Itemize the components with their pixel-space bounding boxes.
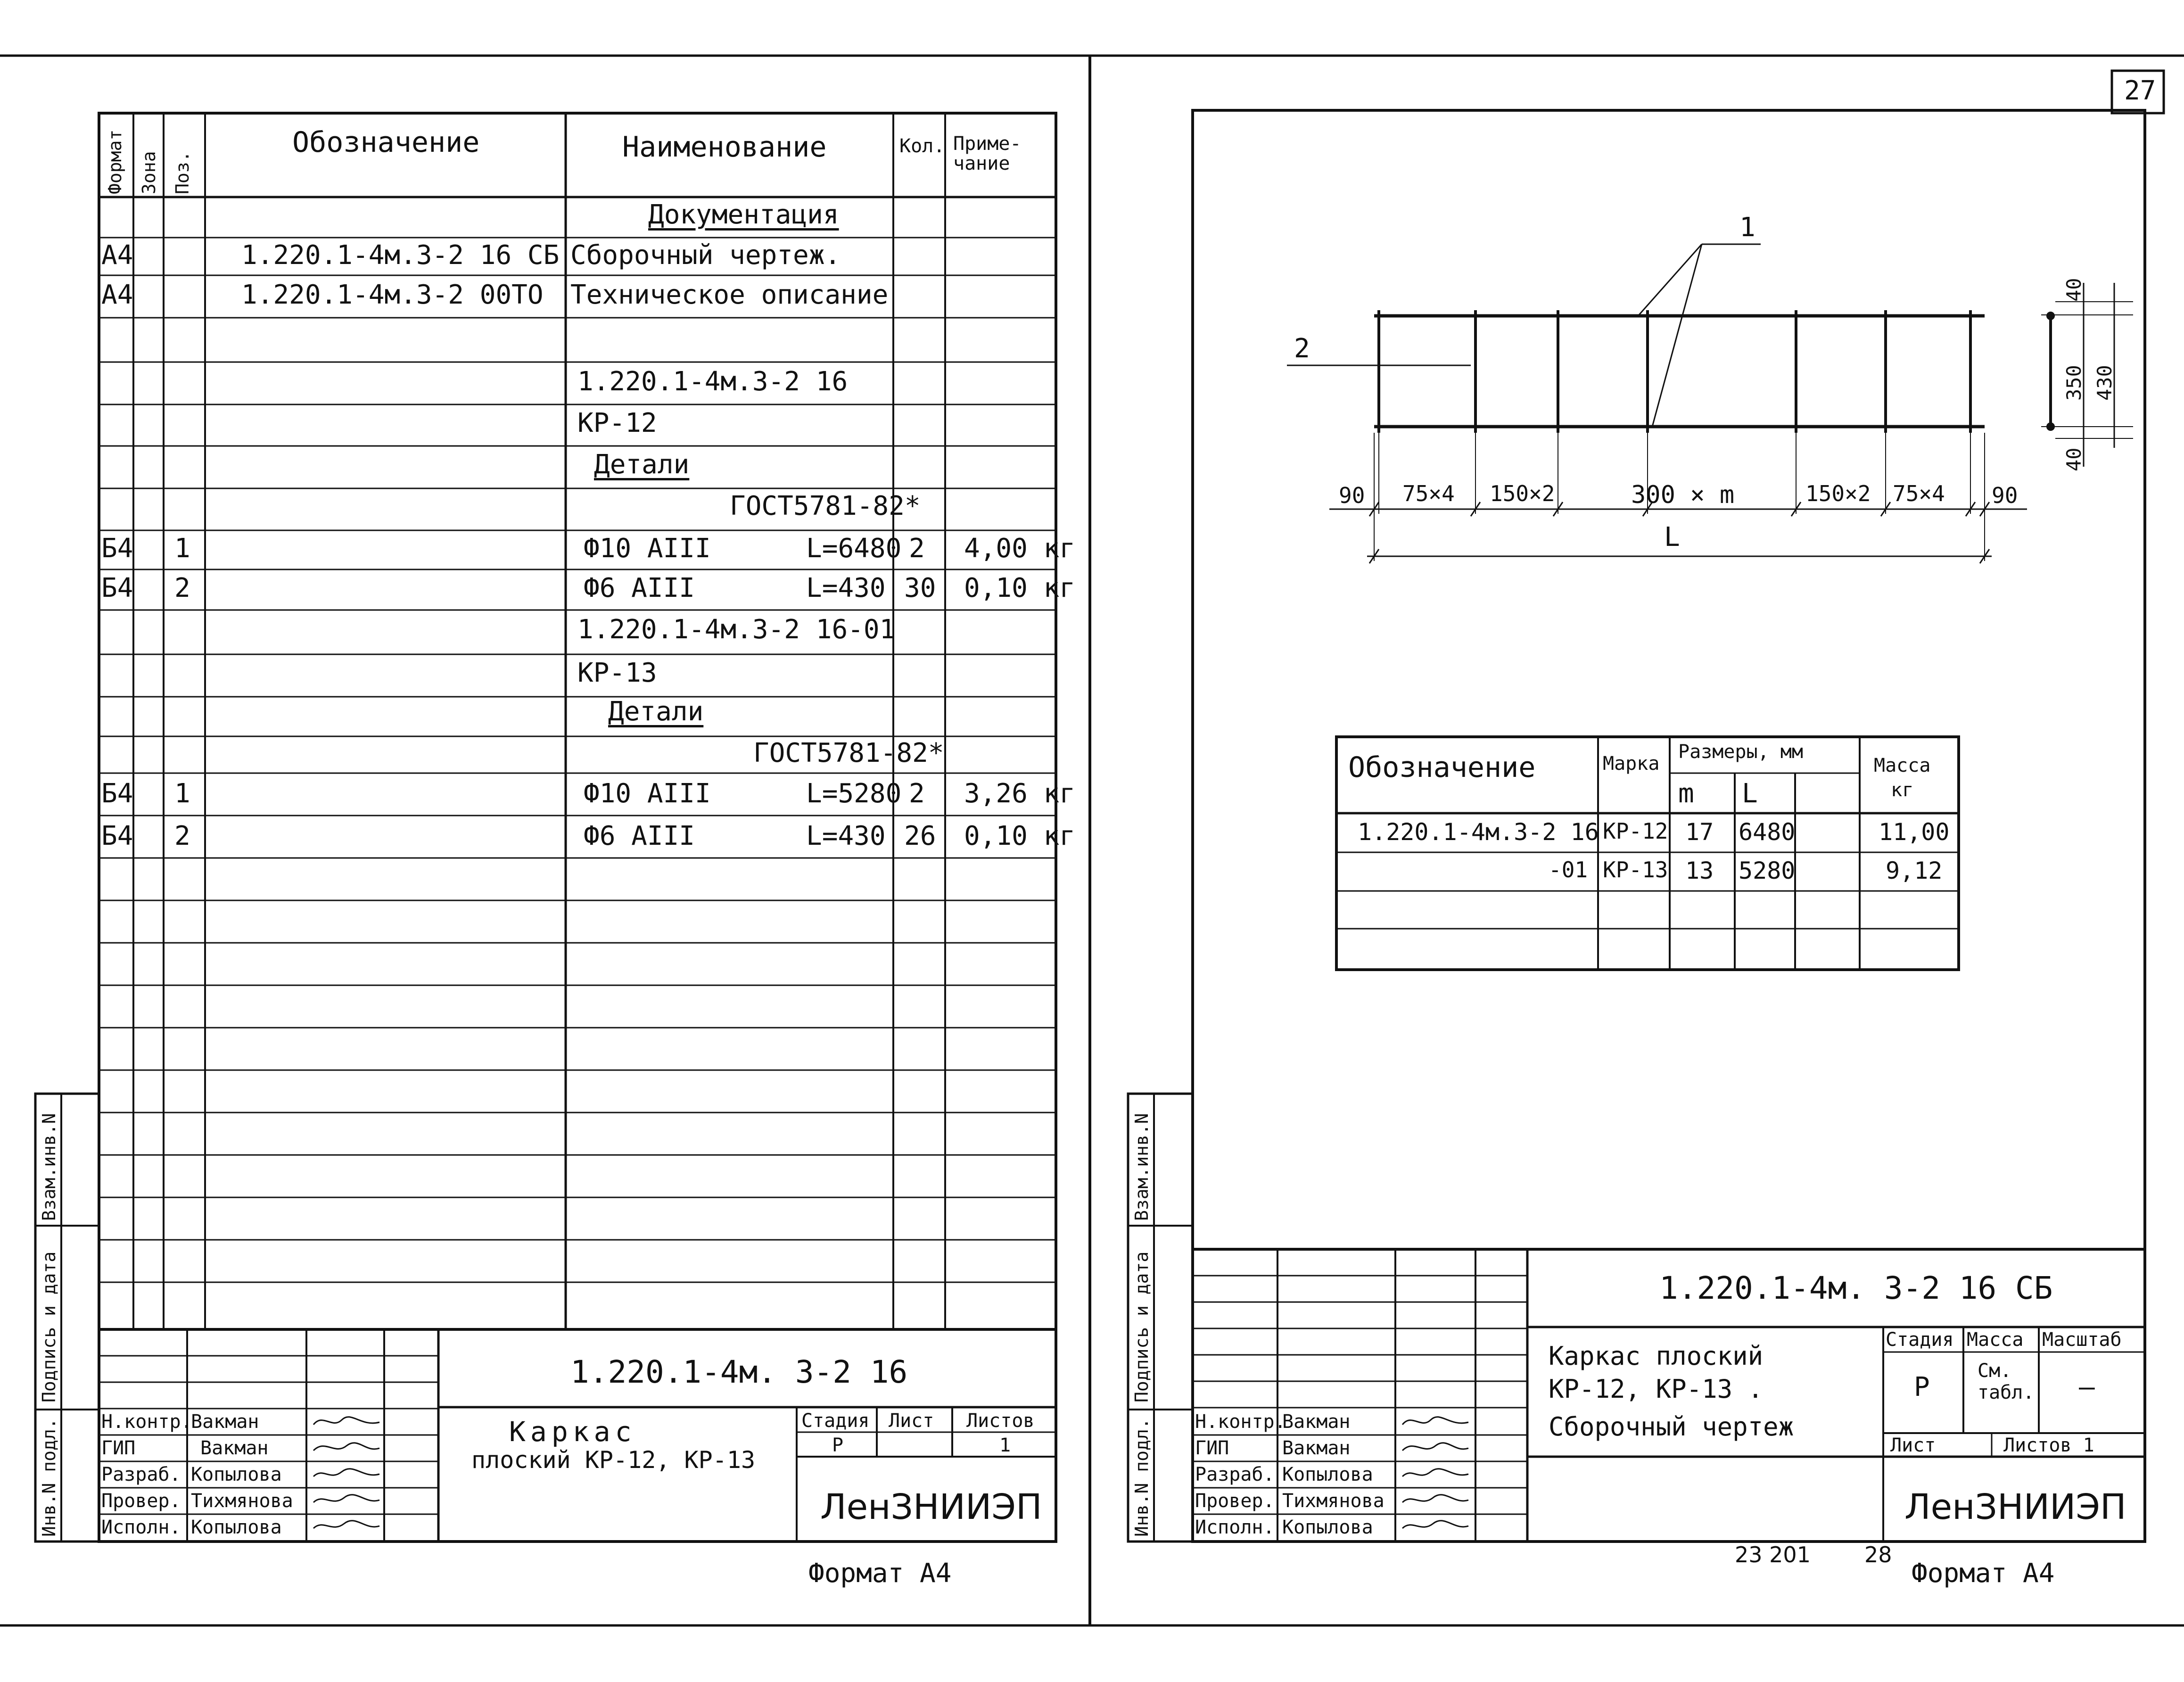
role-name: Копылова	[191, 1464, 282, 1485]
dimension-label: 430	[2093, 365, 2116, 401]
spec-header-designation: Обозначение	[292, 126, 480, 159]
spec-row-name: Техническое описание	[570, 280, 889, 310]
role-name: Вакман	[1282, 1437, 1351, 1459]
title-block-stage-label: Стадия	[1886, 1329, 1954, 1351]
mass-table-cell-mark: КР-12	[1603, 818, 1668, 844]
title-block-sheets-label: Листов	[966, 1410, 1035, 1432]
role-label: Провер.	[101, 1490, 181, 1512]
title-block-sheets-label: Листов 1	[2003, 1435, 2094, 1456]
role-name: Копылова	[1282, 1464, 1373, 1485]
mass-table-header-m: m	[1678, 778, 1694, 809]
dimension-label: 90	[1339, 483, 1365, 508]
spec-row-format: Б4	[101, 533, 133, 564]
dimension-label: 300 × m	[1631, 481, 1735, 509]
title-block-title-line3: Сборочный чертеж	[1549, 1412, 1794, 1442]
role-label: Н.контр.	[1195, 1411, 1286, 1433]
spec-header-name: Наименование	[622, 131, 827, 164]
side-label-replace-inv: Взам.инв.N	[1131, 1113, 1152, 1221]
mass-table-header-designation: Обозначение	[1348, 751, 1536, 784]
spec-row-qty: 26	[904, 821, 936, 851]
spec-row-name: Ф10 АIII L=6480	[584, 533, 902, 564]
side-label-inv-subl: Инв.N подл.	[1131, 1418, 1152, 1537]
signature-scribbles	[309, 1410, 384, 1540]
mass-table-cell-mark: КР-13	[1603, 857, 1668, 882]
side-label-signature-date: Подпись и дата	[1131, 1251, 1152, 1402]
mass-table-cell-mass: 11,00	[1879, 818, 1950, 846]
spec-row-name: Ф6 АIII L=430	[584, 573, 886, 603]
spec-row-name: 1.220.1-4м.3-2 16-01	[577, 614, 896, 645]
title-block-designation: 1.220.1-4м. 3-2 16	[570, 1354, 908, 1390]
title-block-title-line1: Каркас плоский	[1549, 1341, 1764, 1371]
mass-table-header-L: L	[1742, 778, 1758, 809]
title-block-title-line2: КР-12, КР-13 .	[1549, 1374, 1764, 1404]
role-name: Вакман	[200, 1437, 269, 1459]
leader-label-1: 1	[1739, 212, 1755, 243]
title-block-sheet-label: Лист	[1890, 1435, 1936, 1456]
spec-row-note: 0,10 кг	[964, 573, 1076, 603]
spec-row-pos: 2	[174, 573, 190, 603]
role-label: Провер.	[1195, 1490, 1275, 1512]
title-block-mass-label: Масса	[1967, 1329, 2024, 1351]
archive-page: 28	[1864, 1542, 1892, 1567]
spec-row-standard: ГОСТ5781-82*	[753, 738, 944, 768]
mass-table-header-sizes: Размеры, мм	[1678, 741, 1803, 763]
archive-number: 23 201	[1735, 1542, 1811, 1567]
spec-row-name: КР-13	[577, 658, 657, 688]
mass-table-cell-designation: -01	[1549, 857, 1588, 882]
title-block-stage-value: Р	[832, 1435, 844, 1456]
spec-row-name: 1.220.1-4м.3-2 16	[577, 366, 848, 397]
title-block-sheets-value: 1	[999, 1435, 1011, 1456]
role-label: Исполн.	[1195, 1517, 1275, 1538]
spec-row-note: 4,00 кг	[964, 533, 1076, 564]
role-label: Разраб.	[1195, 1464, 1275, 1485]
role-name: Вакман	[1282, 1411, 1351, 1433]
spec-row-format: А4	[101, 280, 133, 310]
spec-header-pos: Поз.	[172, 151, 193, 194]
spec-row-qty: 2	[909, 533, 925, 564]
mass-table-cell-L: 6480	[1739, 818, 1796, 846]
title-block-title-line2: плоский КР-12, КР-13	[471, 1446, 756, 1474]
mass-table-cell-mass: 9,12	[1886, 857, 1943, 884]
spec-header-format: Формат	[105, 129, 125, 194]
side-label-replace-inv: Взам.инв.N	[39, 1113, 59, 1221]
mass-table-header-mass: Масса кг	[1874, 755, 1931, 801]
spec-row-pos: 2	[174, 821, 190, 851]
dimension-label: 150×2	[1490, 481, 1555, 506]
leader-label-2: 2	[1294, 333, 1310, 364]
dimension-label: 75×4	[1402, 481, 1455, 506]
dimension-label: 40	[2062, 278, 2085, 302]
title-block-designation: 1.220.1-4м. 3-2 16 СБ	[1659, 1270, 2053, 1306]
spec-row-format: Б4	[101, 778, 133, 809]
dimension-label: 150×2	[1805, 481, 1871, 506]
spec-row-note: 0,10 кг	[964, 821, 1076, 851]
role-name: Тихмянова	[191, 1490, 293, 1512]
role-label: ГИП	[1195, 1437, 1229, 1459]
spec-row-name: Ф10 АIII L=5280	[584, 778, 902, 809]
side-label-signature-date: Подпись и дата	[39, 1251, 59, 1402]
spec-row-pos: 1	[174, 778, 190, 809]
title-block-stage-value: Р	[1914, 1372, 1930, 1402]
role-label: Исполн.	[101, 1517, 181, 1538]
title-block-scale-value: —	[2079, 1372, 2095, 1402]
section-title-details: Детали	[608, 696, 704, 727]
mass-table-header-mark: Марка	[1603, 753, 1660, 775]
spec-row-name: Ф6 АIII L=430	[584, 821, 886, 851]
role-name: Копылова	[191, 1517, 282, 1538]
dimension-label: 90	[1992, 483, 2018, 508]
spec-row-format: Б4	[101, 821, 133, 851]
dimension-label: 350	[2062, 365, 2085, 401]
spec-header-zone: Зона	[139, 151, 159, 194]
title-block-scale-label: Масштаб	[2042, 1329, 2122, 1351]
organization-name: ЛенЗНИИЭП	[1904, 1487, 2126, 1527]
dimension-label: 40	[2062, 447, 2085, 471]
spec-row-pos: 1	[174, 533, 190, 564]
title-block-sheet-label: Лист	[889, 1410, 934, 1432]
title-block-stage-label: Стадия	[801, 1410, 870, 1432]
role-name: Вакман	[191, 1411, 259, 1433]
title-block-mass-value: См. табл.	[1978, 1360, 2035, 1403]
format-label: Формат А4	[808, 1558, 952, 1589]
spec-row-standard: ГОСТ5781-82*	[730, 491, 921, 521]
role-label: ГИП	[101, 1437, 136, 1459]
spec-row-designation: 1.220.1-4м.3-2 00ТО	[241, 280, 544, 310]
spec-row-name: КР-12	[577, 408, 657, 438]
organization-name: ЛенЗНИИЭП	[820, 1487, 1042, 1527]
signature-scribbles	[1398, 1410, 1473, 1540]
title-block-title-line1: Каркас	[509, 1416, 636, 1448]
spec-row-format: А4	[101, 240, 133, 271]
role-name: Копылова	[1282, 1517, 1373, 1538]
spec-row-qty: 30	[904, 573, 936, 603]
role-label: Разраб.	[101, 1464, 181, 1485]
spec-header-qty: Кол.	[899, 135, 945, 157]
spec-row-qty: 2	[909, 778, 925, 809]
mass-table-cell-m: 17	[1685, 818, 1714, 846]
spec-header-note: Приме- чание	[953, 133, 1022, 174]
mass-table-cell-L: 5280	[1739, 857, 1796, 884]
spec-row-note: 3,26 кг	[964, 778, 1076, 809]
spec-row-designation: 1.220.1-4м.3-2 16 СБ	[241, 240, 560, 271]
role-label: Н.контр.	[101, 1411, 192, 1433]
section-title-details: Детали	[594, 449, 690, 480]
role-name: Тихмянова	[1282, 1490, 1385, 1512]
spec-row-name: Сборочный чертеж.	[570, 240, 841, 271]
section-title-documentation: Документация	[648, 199, 839, 230]
spec-row-format: Б4	[101, 573, 133, 603]
sheet-number: 27	[2124, 75, 2156, 106]
dimension-label: 75×4	[1893, 481, 1945, 506]
side-label-inv-subl: Инв.N подл.	[39, 1418, 59, 1537]
format-label: Формат А4	[1912, 1558, 2055, 1589]
dimension-label-L: L	[1664, 522, 1680, 552]
mass-table-cell-m: 13	[1685, 857, 1714, 884]
mass-table-cell-designation: 1.220.1-4м.3-2 16	[1358, 818, 1599, 846]
